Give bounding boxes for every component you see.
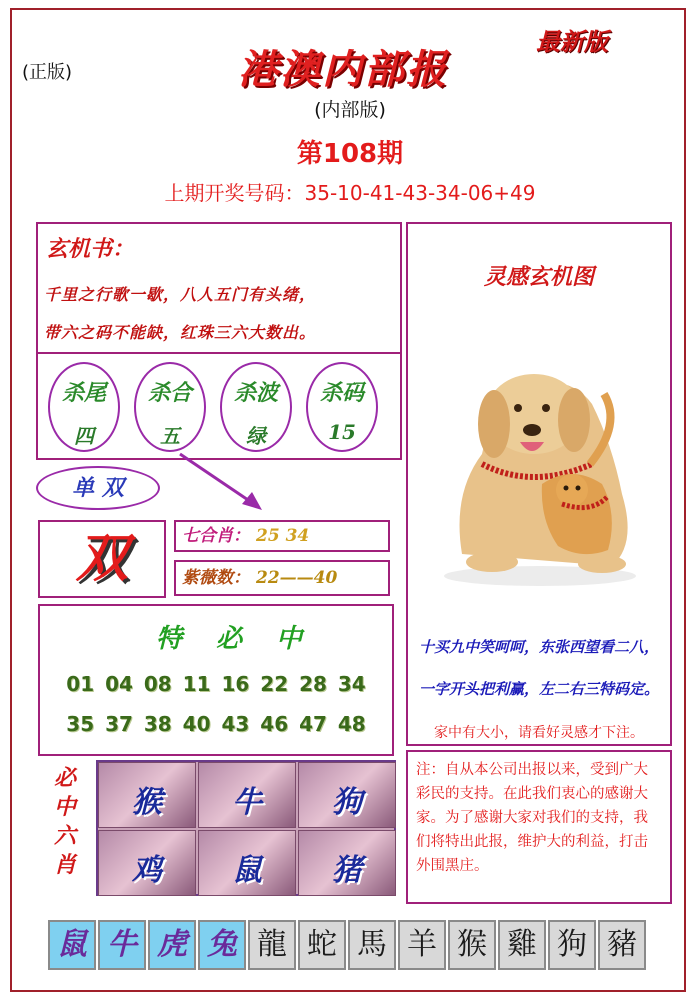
ziwei-value: 22——40 — [256, 568, 338, 588]
issue-number: 第108期 — [296, 139, 404, 169]
ziwei-box — [174, 560, 390, 596]
zodiac-dog: 狗 — [548, 920, 596, 970]
edition-label: (正版) — [22, 62, 73, 83]
zodiac-cell — [298, 762, 396, 828]
riddle-label: 玄机书： — [46, 236, 135, 262]
zodiac-cell-label: 猴 — [132, 785, 162, 820]
zodiac-monkey: 猴 — [448, 920, 496, 970]
riddle-panel — [36, 222, 402, 354]
zodiac-cell-label: 鼠 — [232, 853, 262, 888]
six-zodiac-char: 中 — [54, 794, 77, 820]
special-numbers-row-1: 01 04 08 11 16 22 28 34 — [66, 672, 366, 696]
oval-value: 四 — [74, 424, 94, 448]
oval-kill-number — [306, 362, 378, 452]
zodiac-rat: 鼠 — [48, 920, 96, 970]
oval-label: 杀尾 — [61, 380, 106, 406]
seven-combo-label: 七合肖： — [182, 526, 250, 546]
inspiration-verse-1: 十买九中笑呵呵，东张西望看二八， — [418, 638, 659, 656]
elimination-row — [36, 354, 402, 460]
latest-edition-label: 最新版 — [536, 27, 608, 56]
oval-value: 五 — [160, 424, 180, 448]
six-zodiac-label — [54, 764, 84, 880]
six-zodiac-char: 必 — [54, 765, 77, 791]
zodiac-rabbit: 兔 — [198, 920, 246, 970]
last-draw-numbers: 上期开奖号码：35-10-41-43-34-06+49 — [164, 181, 536, 205]
ziwei-label: 紫薇数： — [182, 568, 250, 588]
inspiration-panel — [406, 222, 672, 746]
special-title: 特必中 — [155, 624, 336, 654]
zodiac-tiger: 虎 — [148, 920, 196, 970]
oval-kill-tail — [48, 362, 120, 452]
zodiac-dragon: 龍 — [248, 920, 296, 970]
oval-value: 绿 — [246, 424, 266, 448]
oval-value: 15 — [328, 420, 356, 444]
zodiac-cell — [198, 830, 296, 896]
company-notice: 注：自从本公司出报以来，受到广大彩民的支持。在此我们衷心的感谢大家。为了感谢大家对我们的支持，我们将特出此报，维护大的利益，打击外围黑庄。 — [406, 750, 672, 904]
seven-combo-value: 25 34 — [256, 526, 310, 546]
zodiac-goat: 羊 — [398, 920, 446, 970]
oval-kill-wave — [220, 362, 292, 452]
six-zodiac-char: 六 — [54, 823, 77, 849]
six-zodiac-char: 肖 — [54, 852, 77, 878]
oval-label: 杀合 — [147, 380, 192, 406]
subtitle: (内部版) — [314, 99, 386, 121]
zodiac-cell — [198, 762, 296, 828]
zodiac-cell — [298, 830, 396, 896]
oval-label: 杀码 — [319, 380, 364, 406]
special-numbers-row-2: 35 37 38 40 43 46 47 48 — [66, 712, 366, 736]
seven-combo-box — [174, 520, 390, 552]
inspiration-verse-2: 一字开头把利赢，左二右三特码定。 — [418, 680, 659, 698]
inspiration-title: 灵感玄机图 — [483, 264, 594, 290]
zodiac-cell-label: 鸡 — [132, 853, 162, 888]
big-even-character: 双 — [38, 520, 166, 598]
zodiac-bar — [48, 920, 648, 974]
zodiac-pig: 豬 — [598, 920, 646, 970]
riddle-line-2: 带六之码不能缺，红珠三六大数出。 — [44, 323, 317, 342]
dog-and-cat-picture — [422, 314, 658, 602]
zodiac-cell — [98, 830, 196, 896]
zodiac-grid — [96, 760, 396, 896]
zodiac-cell-label: 狗 — [332, 785, 362, 820]
zodiac-cell — [98, 762, 196, 828]
zodiac-snake: 蛇 — [298, 920, 346, 970]
inspiration-note: 家中有大小，请看好灵感才下注。 — [434, 725, 644, 741]
newspaper-title: 港澳内部报 — [238, 46, 448, 93]
arrow-icon — [170, 448, 270, 518]
oval-kill-sum — [134, 362, 206, 452]
oval-label: 杀波 — [233, 380, 278, 406]
zodiac-cell-label: 猪 — [332, 853, 362, 888]
odd-even-oval: 单 双 — [36, 466, 160, 510]
zodiac-ox: 牛 — [98, 920, 146, 970]
riddle-line-1: 千里之行歌一歇，八人五门有头绪， — [44, 285, 317, 304]
special-numbers-panel — [38, 604, 394, 756]
zodiac-horse: 馬 — [348, 920, 396, 970]
zodiac-cell-label: 牛 — [232, 785, 262, 820]
zodiac-rooster: 雞 — [498, 920, 546, 970]
